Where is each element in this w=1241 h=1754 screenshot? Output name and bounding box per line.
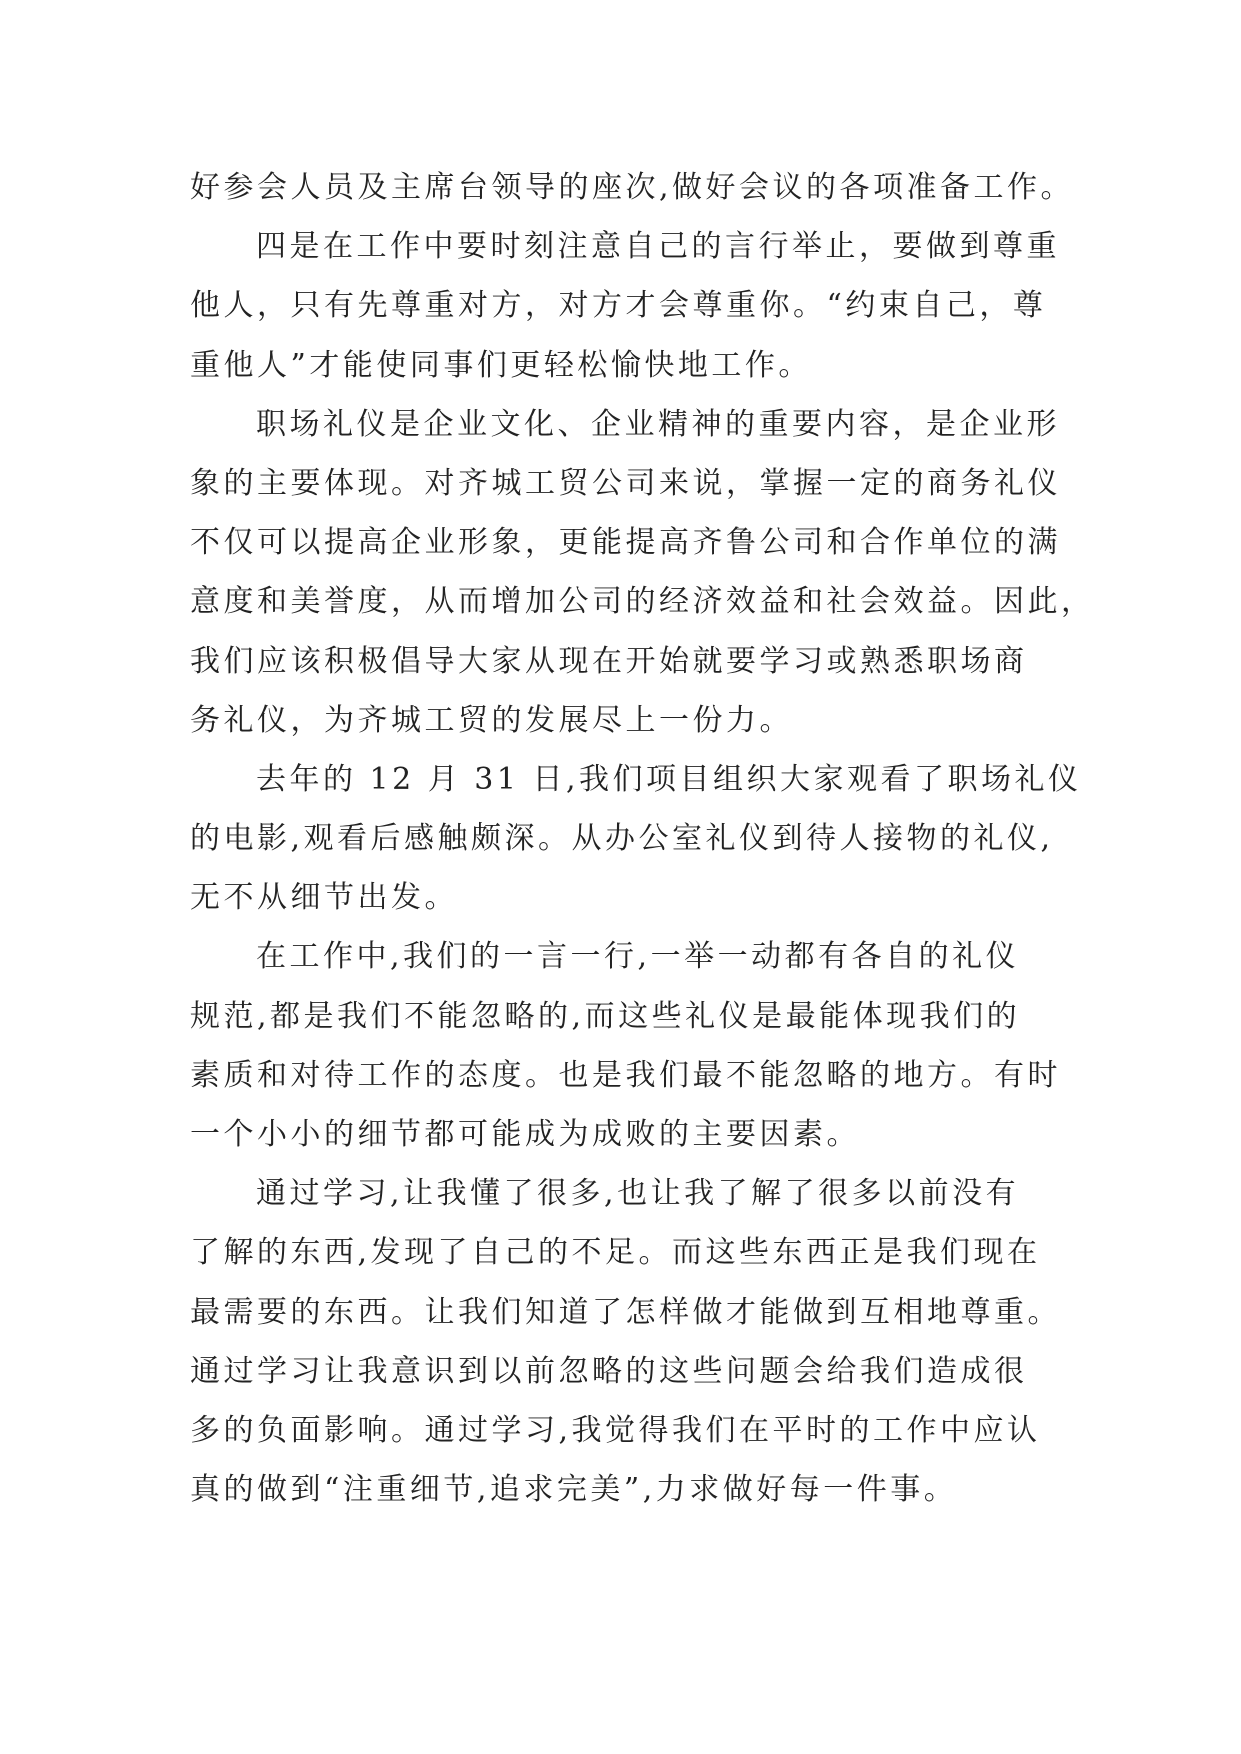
- paragraph-first-line: 通过学习,让我懂了很多,也让我了解了很多以前没有: [256, 1176, 1020, 1212]
- text-line: 意度和美誉度，从而增加公司的经济效益和社会效益。因此，: [190, 584, 1095, 620]
- text-line: 重他人”才能使同事们更轻松愉快地工作。: [190, 347, 812, 383]
- text-line: 不仅可以提高企业形象，更能提高齐鲁公司和合作单位的满: [190, 525, 1061, 561]
- text-line: 象的主要体现。对齐城工贸公司来说，掌握一定的商务礼仪: [190, 465, 1061, 501]
- text-line: 通过学习让我意识到以前忽略的这些问题会给我们造成很: [190, 1353, 1028, 1389]
- paragraph-first-line: 去年的 12 月 31 日,我们项目组织大家观看了职场礼仪: [256, 761, 1082, 797]
- text-line: 无不从细节出发。: [190, 880, 458, 916]
- text-line: 好参会人员及主席台领导的座次,做好会议的各项准备工作。: [190, 170, 1075, 205]
- text-line: 最需要的东西。让我们知道了怎样做才能做到互相地尊重。: [190, 1294, 1061, 1330]
- text-line: 务礼仪，为齐城工贸的发展尽上一份力。: [190, 702, 793, 738]
- text-line: 了解的东西,发现了自己的不足。而这些东西正是我们现在: [190, 1235, 1041, 1271]
- text-line: 真的做到“注重细节,追求完美”,力求做好每一件事。: [190, 1472, 958, 1508]
- text-line: 规范,都是我们不能忽略的,而这些礼仪是最能体现我们的: [190, 998, 1021, 1034]
- paragraph-first-line: 职场礼仪是企业文化、企业精神的重要内容，是企业形: [256, 406, 1060, 442]
- text-line: 我们应该积极倡导大家从现在开始就要学习或熟悉职场商: [190, 643, 1028, 679]
- text-line: 一个小小的细节都可能成为成败的主要因素。: [190, 1117, 860, 1152]
- text-line: 的电影,观看后感触颇深。从办公室礼仪到待人接物的礼仪,: [190, 821, 1054, 857]
- paragraph-first-line: 四是在工作中要时刻注意自己的言行举止，要做到尊重: [256, 229, 1060, 265]
- text-line: 多的负面影响。通过学习,我觉得我们在平时的工作中应认: [190, 1412, 1041, 1448]
- body-text: [190, 158, 1095, 1519]
- text-line: 他人，只有先尊重对方，对方才会尊重你。“约束自己，尊: [190, 288, 1047, 324]
- paragraph-first-line: 在工作中,我们的一言一行,一举一动都有各自的礼仪: [256, 939, 1020, 975]
- text-line: 素质和对待工作的态度。也是我们最不能忽略的地方。有时: [190, 1057, 1061, 1093]
